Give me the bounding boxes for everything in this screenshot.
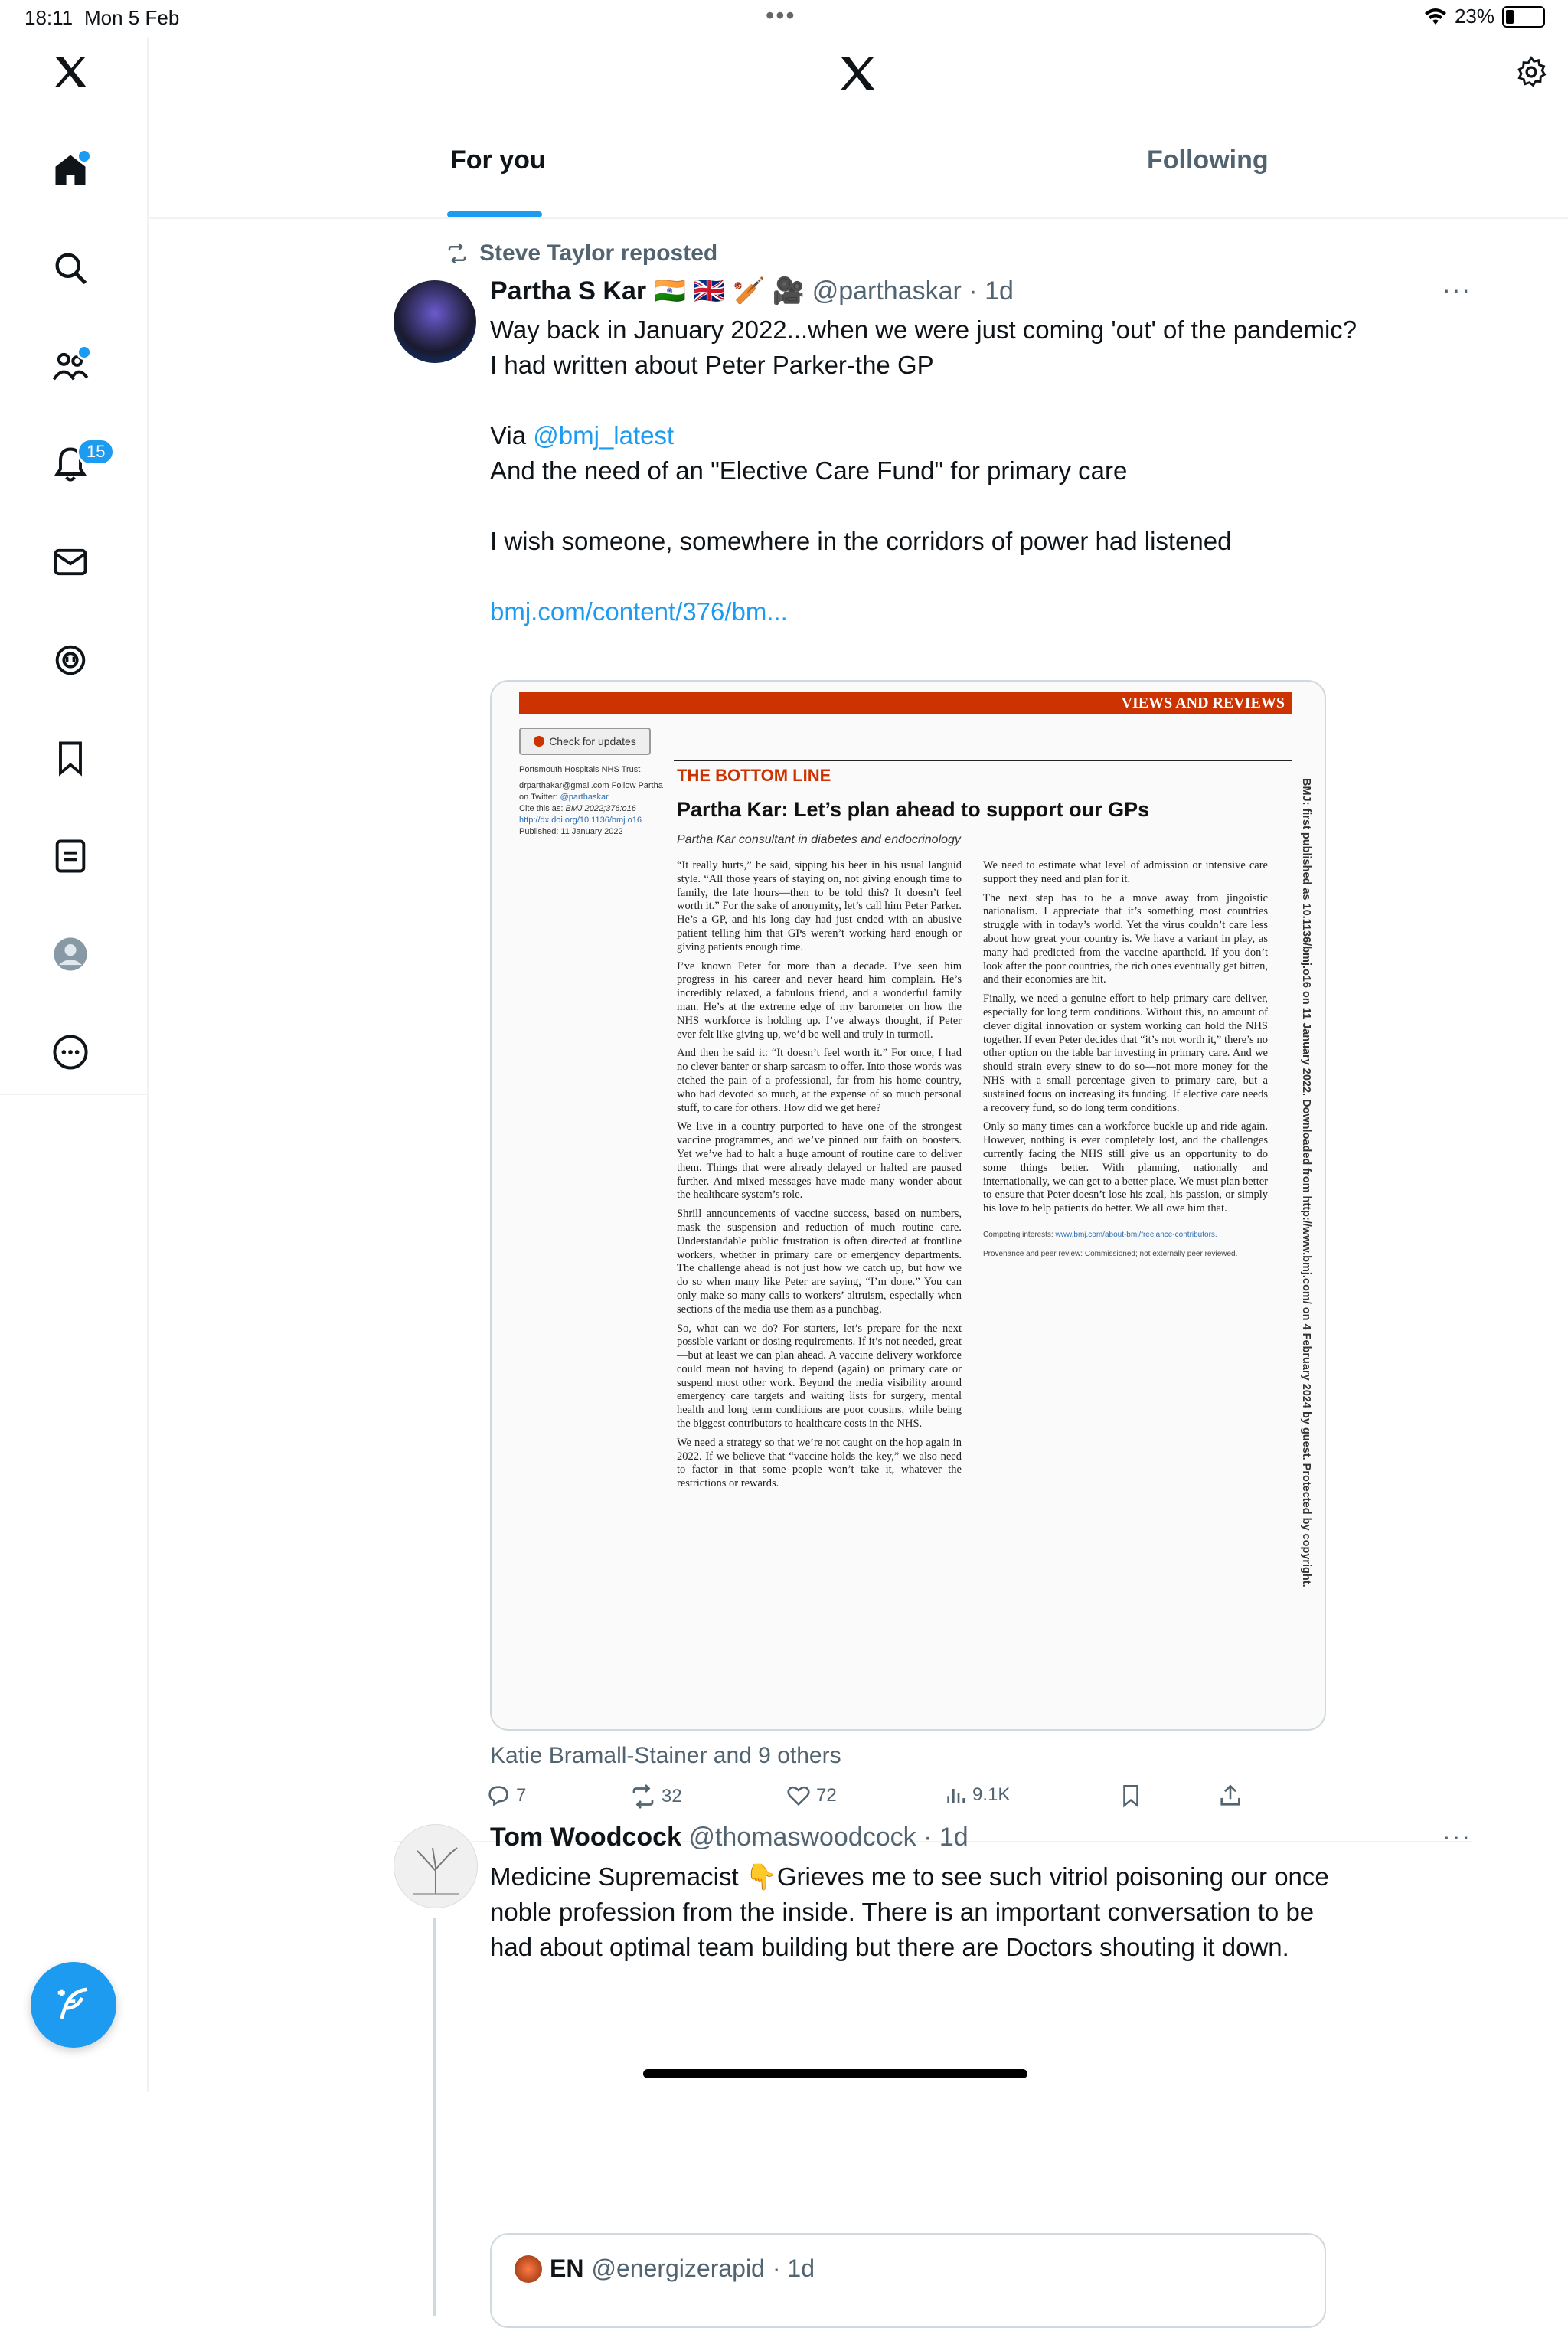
battery-percent: 23% <box>1454 5 1494 28</box>
tweet-actions <box>485 1783 1251 1821</box>
bookmarks-icon[interactable] <box>51 738 96 784</box>
heart-icon <box>786 1783 812 1809</box>
author-handle[interactable]: @thomaswoodcock <box>688 1823 916 1852</box>
quoted-tweet[interactable] <box>490 2233 1326 2328</box>
tab-for-you[interactable]: For you <box>450 146 546 175</box>
like-count: 72 <box>816 1785 837 1806</box>
thread-connector <box>433 1918 436 2316</box>
tweet-time[interactable]: · 1d <box>969 276 1014 306</box>
article-paragraph: Only so many times can a workforce buckle up and ride again. However, nothing is ever completely lost, and the challenges currently facing the NHS still give us an opportunity to do some things better. With planning, nationally and internationally, we can get to a better place. We must plan better to ensure that Peter doesn’t lose his zeal, his passion, or simply his love to help patients do better. We all owe him that. <box>983 1120 1268 1215</box>
meta-email: drparthakar@gmail.com Follow Partha on Twitter: <box>519 781 663 802</box>
side-text: BMJ: first published as 10.1136/bmj.o16 on 11 January 2022. Downloaded from http://www.bmj.com/ on 4 February 2024 by guest. Protected by copyright. <box>1300 778 1312 1587</box>
communities-icon[interactable] <box>51 346 96 392</box>
status-right <box>1424 5 1545 28</box>
communities-badge-dot <box>77 345 92 360</box>
bookmark-icon <box>1118 1783 1144 1809</box>
author-name[interactable]: Tom Woodcock <box>490 1823 681 1852</box>
tweet-header <box>490 276 1014 306</box>
bookmark-button[interactable] <box>1118 1783 1144 1809</box>
article-section-bar <box>519 692 1292 714</box>
compose-feather-icon <box>53 1984 94 2026</box>
active-tab-indicator <box>447 211 542 217</box>
lists-icon[interactable] <box>51 836 96 882</box>
tweet-text: Medicine Supremacist 👇Grieves me to see such vitriol poisoning our once noble profession from the inside. There is an important conversation to be had about optimal team building but there are Doctors shouting it down. <box>490 1862 1329 1961</box>
tweet-line: I had written about Peter Parker-the GP <box>490 351 934 379</box>
article-paragraph: We need to estimate what level of admission or intensive care support they need and plan for it. <box>983 859 1268 885</box>
tweet-line: I wish someone, somewhere in the corridors of power had listened <box>490 527 1232 555</box>
search-icon[interactable] <box>51 248 96 294</box>
home-badge-dot <box>77 149 92 164</box>
sidebar <box>0 37 149 1095</box>
article-side-note <box>1292 778 1312 1712</box>
article-paragraph: So, what can we do? For starters, let’s prepare for the next possible variant or dosing requirements. If it’s not needed, great—but at least we can plan ahead. A vaccine delivery workforce could mean not having to depend (again) on primary care or suspend most other work. Beyond the media visibility around emergency care targets and waiting lists for surgery, mental health and long term conditions are poor cousins, while being the biggest contributors to healthcare costs in the NHS. <box>677 1322 962 1430</box>
attached-article-image[interactable] <box>490 680 1326 1731</box>
repost-count: 32 <box>662 1786 682 1806</box>
notification-count-badge: 15 <box>77 438 115 466</box>
article-column-2 <box>983 859 1268 1267</box>
quoted-tweet-time: · 1d <box>772 2254 815 2282</box>
article-kicker: THE BOTTOM LINE <box>677 766 831 785</box>
mention-link[interactable]: @bmj_latest <box>533 421 675 450</box>
competing-label: Competing interests: <box>983 1230 1054 1239</box>
article-column-1 <box>677 859 962 1496</box>
article-paragraph: Finally, we need a genuine effort to help primary care deliver, especially for long term conditions. Without this, no amount of clever digital innovation or system working can hold the NHS together. If even Peter decides that “it’s not worth it,” there’s no other option on the table bar investing in primary care. And we should strain every sinew to do so—not more money for the NHS with a small percentage given to primary care, but a sustained focus on increasing its funding. If elective care needs a recovery fund, so do long term conditions. <box>983 992 1268 1114</box>
meta-trust: Portsmouth Hospitals NHS Trust <box>519 765 641 774</box>
reply-count: 7 <box>516 1785 527 1806</box>
repost-icon <box>446 242 469 265</box>
meta-twitter: @parthaskar <box>560 793 609 802</box>
share-button[interactable] <box>1217 1783 1243 1809</box>
author-avatar[interactable] <box>394 1824 478 1908</box>
like-button[interactable] <box>786 1783 837 1809</box>
tree-sketch-icon <box>394 1825 477 1908</box>
home-indicator[interactable] <box>643 2069 1027 2078</box>
author-avatar[interactable] <box>394 280 476 363</box>
repost-button[interactable] <box>629 1783 682 1810</box>
author-emojis: 🇮🇳 🇬🇧 🏏 🎥 <box>653 276 805 306</box>
more-options-icon[interactable] <box>51 1032 96 1078</box>
tab-following[interactable]: Following <box>1147 146 1269 175</box>
article-paragraph: We live in a country purported to have one of the strongest vaccine programmes, and we’ve pinned our faith on boosters. Yet we’ve had to halt a huge amount of routine care to deliver them. Things that were already delayed or halted are paused further. And mixed messages have made many wonder about the healthcare system’s role. <box>677 1120 962 1202</box>
tweet-body <box>490 312 1485 629</box>
messages-icon[interactable] <box>51 542 96 588</box>
wifi-icon <box>1424 8 1447 26</box>
article-section: VIEWS AND REVIEWS <box>1121 695 1285 711</box>
article-paragraph: And then he said it: “It doesn’t feel worth it.” For once, I had no clever banter or sharp sarcasm to offer. Into those words was etched the pain of a professional, far from his home country, who had devoted so much, at the expense of so much personal stuff, to care for others. How did we get here? <box>677 1047 962 1114</box>
meta-published: Published: 11 January 2022 <box>519 827 623 836</box>
tweet-body <box>490 1859 1332 1965</box>
reply-button[interactable] <box>485 1783 526 1809</box>
views-count: 9.1K <box>972 1784 1011 1805</box>
status-bar <box>0 0 1568 37</box>
meta-cite-label: Cite this as: <box>519 804 564 813</box>
settings-gear-icon[interactable] <box>1514 55 1548 93</box>
quoted-author-handle: @energizerapid <box>591 2254 765 2282</box>
main-timeline <box>149 37 1568 2282</box>
compose-button[interactable] <box>31 1962 116 2048</box>
quoted-tweet-header <box>514 2254 815 2283</box>
status-date: Mon 5 Feb <box>84 6 180 29</box>
article-paragraph: Shrill announcements of vaccine success, based on numbers, mask the suspension and reduction of much routine care. Understandable public frustration is often directed at frontline workers, whether in primary care or emergency departments. The challenge ahead is not just how we catch up, but how we do so when many like Peter are saying, “I’m done.” You can only make so many calls to workers’ altruism, especially when sections of the media use them as a punchbag. <box>677 1208 962 1316</box>
notifications-icon[interactable] <box>51 442 106 490</box>
check-updates-label: Check for updates <box>549 735 636 747</box>
battery-icon <box>1502 6 1545 28</box>
check-updates-icon <box>534 736 544 747</box>
repost-indicator[interactable] <box>446 240 717 266</box>
tweet-line <box>490 418 1485 453</box>
meta-cite: BMJ 2022;376:o16 <box>565 804 636 813</box>
tweet-more-icon[interactable]: ··· <box>1442 1823 1472 1850</box>
article-meta <box>519 764 665 838</box>
views-chart-icon <box>943 1783 968 1807</box>
repost-label: Steve Taylor reposted <box>479 240 718 266</box>
tweet-time[interactable]: · 1d <box>923 1823 969 1852</box>
tweet-line: And the need of an "Elective Care Fund" for primary care <box>490 456 1128 485</box>
article-rule <box>674 760 1292 761</box>
timeline-tabs <box>149 129 1568 219</box>
article-paragraph: We need a strategy so that we’re not caught on the hop again in 2022. If we believe that “vaccine holds the key,” we also need to factor in that some people won’t take it, whatever the restrictions or rewards. <box>677 1436 962 1490</box>
author-handle[interactable]: @parthaskar <box>812 276 962 306</box>
competing-link: www.bmj.com/about-bmj/freelance-contributors. <box>1055 1230 1217 1239</box>
x-logo-icon[interactable] <box>51 52 96 98</box>
home-icon[interactable] <box>51 150 96 196</box>
quoted-author-name: EN <box>550 2254 584 2282</box>
tweet-header <box>490 1823 969 1852</box>
status-time: 18:11 <box>24 6 74 29</box>
article-byline: Partha Kar consultant in diabetes and endocrinology <box>677 833 961 846</box>
provenance: Provenance and peer review: Commissioned; not externally peer reviewed. <box>983 1249 1238 1258</box>
views-button[interactable] <box>943 1783 1010 1807</box>
header-x-logo-icon[interactable] <box>836 52 879 99</box>
quoted-author-avatar <box>514 2255 542 2283</box>
meta-doi: http://dx.doi.org/10.1136/bmj.o16 <box>519 816 642 825</box>
author-name[interactable]: Partha S Kar <box>490 276 647 306</box>
competing-interests <box>983 1228 1268 1242</box>
social-context[interactable]: Katie Bramall-Stainer and 9 others <box>490 1743 841 1768</box>
tweet-more-icon[interactable]: ··· <box>1442 276 1472 303</box>
article-paragraph: “It really hurts,” he said, sipping his beer in his usual languid style. “All those years of staying on, not giving enough time to family, the late hours—then to be told this? It doesn’t feel worth it.” For the sake of anonymity, let’s call him Peter Parker. He’s a GP, and his long day had just ended with an abusive patient telling him that GPs weren’t working hard enough or giving patients enough time. <box>677 859 962 953</box>
grok-icon[interactable] <box>51 640 96 686</box>
multitask-dots-icon[interactable]: ••• <box>766 2 796 29</box>
reply-icon <box>485 1783 511 1809</box>
share-icon <box>1217 1783 1243 1809</box>
article-paragraph: I’ve known Peter for more than a decade. I’ve seen him progress in his career and never heard him complain. He’s incredibly relaxed, a fabulous friend, and a wonderful family man. He’s at the extreme edge of my barometer on how the NHS workforce is holding up. I’ve always thought, if Peter ever felt like giving up, we’d be well and truly in turmoil. <box>677 960 962 1041</box>
article-title: Partha Kar: Let’s plan ahead to support our GPs <box>677 798 1150 821</box>
article-paragraph: The next step has to be a move away from jingoistic nationalism. I appreciate that it’s something most countries struggle with in today’s world. Yet the virus couldn’t care less about how great your country is. We have a variant in play, as many had predicted from the vaccine apartheid. If you don’t look after the poor countries, the rich ones eventually get bitten, and their economies are hit. <box>983 891 1268 986</box>
check-updates-badge <box>519 728 651 755</box>
tweet-line: Way back in January 2022...when we were just coming 'out' of the pandemic? <box>490 316 1357 344</box>
via-label: Via <box>490 421 527 450</box>
profile-avatar-icon[interactable] <box>51 934 96 980</box>
repost-icon <box>629 1783 657 1810</box>
article-link[interactable]: bmj.com/content/376/bm... <box>490 597 788 626</box>
